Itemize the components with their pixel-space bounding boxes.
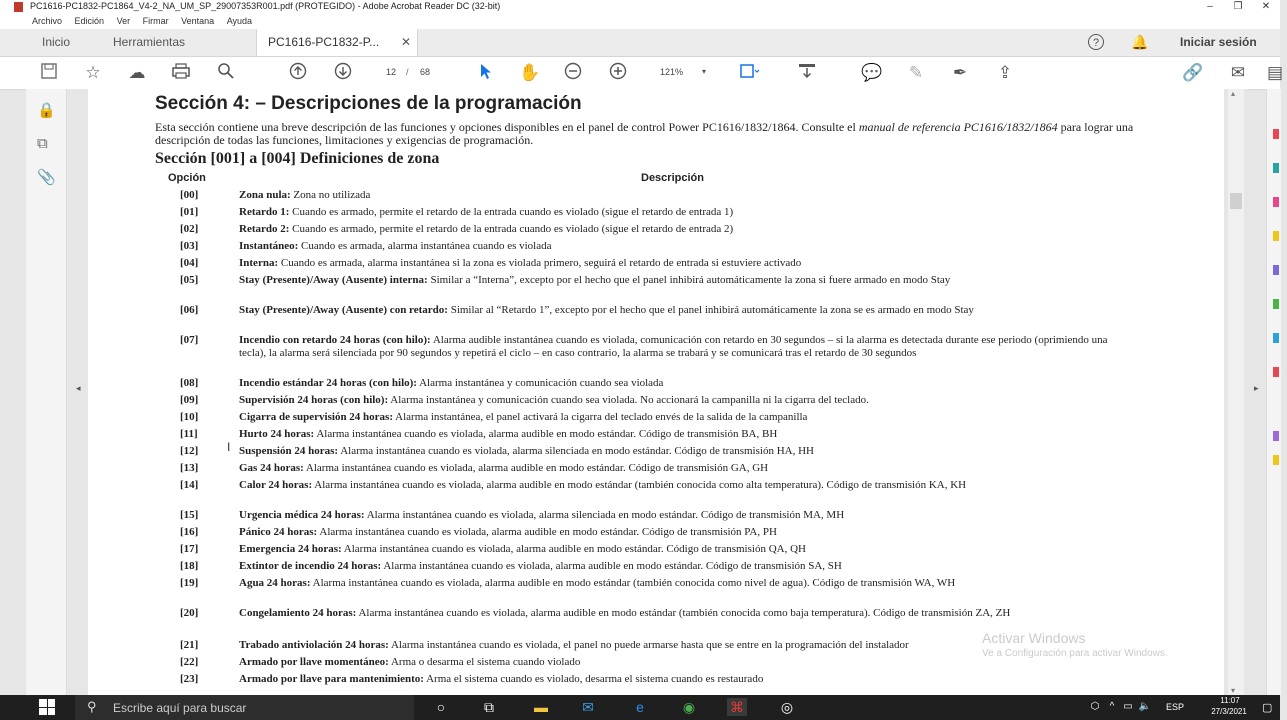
option-name: Instantáneo: — [239, 240, 299, 252]
option-description — [239, 560, 1127, 573]
chrome-browser-icon[interactable]: ◉ — [682, 699, 696, 715]
option-code: [19] — [180, 577, 199, 589]
option-text: Cuando es armado, permite el retardo de la entrada cuando es violado (sigue el retardo de entrada 1) — [289, 206, 734, 218]
option-name: Incendio estándar 24 horas (con hilo): — [239, 377, 417, 389]
intro-text-2: para lograr una descripción de todas las funciones, limitaciones y exigencias de programación. — [155, 120, 1134, 147]
option-name: Trabado antiviolación 24 horas: — [239, 639, 389, 651]
option-description — [239, 189, 1127, 202]
option-text: Alarma instantánea cuando es violada, alarma silenciada en modo estándar. Código de transmisión HA, HH — [338, 445, 814, 457]
option-name: Gas 24 horas: — [239, 462, 304, 474]
text-cursor-icon: I — [227, 440, 231, 454]
highlight-pen-icon[interactable]: ✎ — [908, 63, 924, 82]
media-app-icon[interactable]: ◎ — [780, 699, 794, 715]
people-icon[interactable]: ⬡ — [1090, 701, 1100, 712]
tab-close-icon[interactable]: ✕ — [400, 35, 411, 49]
help-icon[interactable]: ? — [1088, 34, 1104, 50]
show-hidden-icons[interactable]: ^ — [1109, 701, 1115, 712]
zoom-search-icon[interactable] — [214, 62, 238, 84]
option-description — [239, 479, 1127, 492]
cortana-icon[interactable]: ○ — [436, 699, 446, 715]
page-total: 68 — [420, 67, 431, 77]
option-name: Retardo 2: — [239, 223, 290, 235]
option-text: Alarma instantánea cuando es violada, alarma audible en modo estándar (también conocida como baja temperatura). Código de transmisión ZA, ZH — [356, 607, 1011, 619]
scroll-down-icon[interactable]: ▾ — [1231, 686, 1236, 695]
redact-icon[interactable] — [1273, 333, 1279, 343]
option-description — [239, 526, 1127, 539]
zoom-out-icon[interactable] — [561, 62, 585, 84]
option-code: [04] — [180, 257, 199, 269]
acrobat-taskbar-icon[interactable]: ⌘ — [727, 698, 747, 716]
zoom-in-icon[interactable] — [606, 62, 630, 84]
tab-document-label: PC1616-PC1832-P... — [268, 35, 380, 49]
option-code: [16] — [180, 526, 199, 538]
section-title: Sección 4: – Descripciones de la programación — [155, 93, 582, 114]
vertical-scrollbar[interactable] — [1228, 89, 1244, 695]
page-number-input[interactable]: 12 — [385, 67, 396, 77]
option-name: Retardo 1: — [239, 206, 290, 218]
search-icon: ⚲ — [87, 699, 97, 714]
combine-files-icon[interactable] — [1273, 265, 1279, 275]
option-text: Alarma instantánea cuando es violada, alarma audible en modo estándar. Código de transmisión BA, BH — [314, 428, 778, 440]
option-description — [239, 394, 1127, 407]
option-text: Alarma instantánea cuando es violada, alarma silenciada en modo estándar. Código de transmisión MA, MH — [364, 509, 845, 521]
option-description — [239, 334, 1127, 360]
option-code: [13] — [180, 462, 199, 474]
clock-time[interactable]: 11:07 — [1220, 696, 1240, 705]
column-header-option: Opción — [168, 172, 206, 184]
tab-home[interactable]: Inicio — [42, 35, 71, 49]
window-controls — [1196, 0, 1280, 14]
option-code: [14] — [180, 479, 199, 491]
menu-ventana[interactable]: Ventana — [181, 16, 215, 26]
option-code: [00] — [180, 189, 199, 201]
option-text: Similar al “Retardo 1”, excepto por el hecho que el panel inhibirá automáticamente la zona se es armado en modo Stay — [447, 304, 974, 316]
close-button[interactable]: ✕ — [1261, 1, 1271, 12]
windows-taskbar — [0, 695, 1280, 720]
option-description — [239, 377, 1127, 390]
zoom-level[interactable]: 121% — [660, 67, 684, 77]
option-code: [11] — [180, 428, 198, 440]
clock-date[interactable]: 27/3/2021 — [1211, 707, 1247, 716]
menu-bar — [0, 14, 1280, 29]
option-code: [07] — [180, 334, 199, 346]
option-code: [02] — [180, 223, 199, 235]
option-name: Armado por llave para mantenimiento: — [239, 673, 424, 685]
subsection-title: Sección [001] a [004] Definiciones de zona — [155, 150, 440, 167]
collapse-right-pane-icon[interactable]: ▸ — [1254, 383, 1259, 393]
option-description — [239, 462, 1127, 475]
option-text: Alarma instantánea cuando es violada, alarma audible en modo estándar. Código de transmisión PA, PH — [317, 526, 777, 538]
mail-icon[interactable]: ✉ — [582, 699, 594, 715]
scroll-mode-icon[interactable] — [795, 62, 819, 84]
option-code: [09] — [180, 394, 199, 406]
option-name: Congelamiento 24 horas: — [239, 607, 357, 619]
option-text: Alarma instantánea, el panel activará la cigarra del teclado envés de la salida de la campanilla — [393, 411, 808, 423]
option-description — [239, 577, 1127, 590]
edit-pdf-icon[interactable] — [1273, 197, 1279, 207]
option-name: Extintor de incendio 24 horas: — [239, 560, 382, 572]
share-icon[interactable]: ⇪ — [997, 63, 1013, 82]
option-text: Alarma instantánea cuando es violada, alarma audible en modo estándar. Código de transmisión QA, QH — [341, 543, 806, 555]
prev-page-icon[interactable] — [286, 62, 310, 84]
taskbar-search-placeholder: Escribe aquí para buscar — [113, 701, 247, 715]
left-navigation-pane — [26, 89, 67, 695]
collapse-left-pane-icon[interactable]: ◂ — [76, 383, 81, 393]
comment-icon[interactable]: 💬 — [861, 63, 883, 82]
window-title: PC1616-PC1832-PC1864_V4-2_NA_UM_SP_29007353R001.pdf (PROTEGIDO) - Adobe Acrobat Reader DC (32-bit) — [30, 1, 501, 11]
option-text: Alarma instantánea cuando es violada, el panel no puede armarse hasta que se entre en la programación del instalador — [388, 639, 909, 651]
option-text: Zona no utilizada — [290, 189, 371, 201]
windows-start-icon[interactable] — [39, 699, 55, 715]
menu-archivo[interactable]: Archivo — [32, 16, 63, 26]
option-description — [239, 543, 1127, 556]
option-code: [05] — [180, 274, 199, 286]
attachment-paperclip-icon[interactable]: 📎 — [37, 169, 56, 186]
option-text: Alarma instantánea y comunicación cuando sea violada. No accionará la campanilla ni la cigarra del teclado. — [388, 394, 869, 406]
option-description — [239, 206, 1127, 219]
option-code: [10] — [180, 411, 199, 423]
menu-firmar[interactable]: Firmar — [142, 16, 169, 26]
lock-icon[interactable]: 🔒 — [37, 102, 56, 119]
comment-tool-icon[interactable] — [1273, 231, 1279, 241]
email-icon[interactable]: ✉ — [1230, 63, 1246, 82]
action-center-icon[interactable]: ▢ — [1262, 702, 1273, 714]
option-name: Urgencia médica 24 horas: — [239, 509, 365, 521]
hand-tool-icon[interactable]: ✋ — [519, 63, 541, 82]
option-description — [239, 428, 1127, 441]
scrollbar-thumb[interactable] — [1230, 193, 1242, 209]
option-code: [20] — [180, 607, 199, 619]
create-pdf-icon[interactable] — [1273, 163, 1279, 173]
option-code: [15] — [180, 509, 199, 521]
taskbar-search-box[interactable] — [75, 695, 414, 720]
option-code: [23] — [180, 673, 199, 685]
option-description — [239, 257, 1127, 270]
option-description — [239, 607, 1127, 620]
organize-pages-icon[interactable] — [1273, 299, 1279, 309]
option-code: [18] — [180, 560, 199, 572]
option-text: Alarma instantánea cuando es violada, alarma audible en modo estándar. Código de transmisión SA, SH — [381, 560, 842, 572]
pdf-page — [88, 89, 1224, 695]
more-tools-rail-icon[interactable] — [1273, 455, 1279, 465]
option-description — [239, 240, 1127, 253]
volume-icon[interactable]: 🔈 — [1138, 701, 1152, 712]
window-titlebar — [0, 0, 1280, 14]
page-separator: / — [406, 67, 409, 77]
scroll-up-icon[interactable]: ▴ — [1231, 89, 1236, 98]
option-name: Emergencia 24 horas: — [239, 543, 342, 555]
keyboard-language[interactable]: ESP — [1166, 702, 1185, 712]
intro-text-1: Esta sección contiene una breve descripción de las funciones y opciones disponibles en el panel de control Power PC1616/1832/1864. Consulte el — [155, 120, 859, 134]
next-page-icon[interactable] — [331, 62, 355, 84]
option-name: Cigarra de supervisión 24 horas: — [239, 411, 393, 423]
option-description — [239, 304, 1127, 317]
option-code: [01] — [180, 206, 199, 218]
option-name: Supervisión 24 horas (con hilo): — [239, 394, 389, 406]
option-text: Cuando es armado, permite el retardo de la entrada cuando es violado (sigue el retardo de entrada 2) — [289, 223, 734, 235]
toolbar — [0, 57, 1284, 90]
tab-tools[interactable]: Herramientas — [113, 35, 186, 49]
column-header-description: Descripción — [641, 172, 704, 184]
option-description — [239, 223, 1127, 236]
option-name: Agua 24 horas: — [239, 577, 311, 589]
option-description — [239, 445, 1127, 458]
fill-sign-icon[interactable] — [1273, 431, 1279, 441]
upload-cloud-icon[interactable]: ☁ — [128, 63, 146, 82]
intro-paragraph — [155, 121, 1135, 147]
save-icon[interactable] — [37, 62, 61, 84]
option-name: Zona nula: — [239, 189, 291, 201]
option-code: [06] — [180, 304, 199, 316]
option-name: Armado por llave momentáneo: — [239, 656, 389, 668]
bookmark-star-icon[interactable]: ☆ — [85, 63, 101, 82]
option-text: Cuando es armada, alarma instantánea cuando es violada — [298, 240, 552, 252]
option-name: Stay (Presente)/Away (Ausente) interna: — [239, 274, 428, 286]
notification-bell-icon[interactable]: 🔔 — [1131, 34, 1149, 50]
option-name: Interna: — [239, 257, 279, 269]
option-text: Alarma instantánea cuando es violada, alarma audible en modo estándar (también conocida como alta temperatura). Código de transmisión KA, KH — [312, 479, 967, 491]
option-name: Stay (Presente)/Away (Ausente) con retardo: — [239, 304, 448, 316]
option-code: [03] — [180, 240, 199, 252]
menu-ver[interactable]: Ver — [116, 16, 131, 26]
option-code: [21] — [180, 639, 199, 651]
signin-button[interactable]: Iniciar sesión — [1180, 35, 1257, 49]
intro-manual-reference: manual de referencia PC1616/1832/1864 — [858, 120, 1058, 134]
more-tools-icon[interactable]: ▤ — [1266, 63, 1284, 82]
option-description — [239, 509, 1127, 522]
tab-document[interactable] — [256, 29, 418, 56]
print-icon[interactable] — [169, 62, 193, 84]
export-pdf-icon[interactable] — [1273, 129, 1279, 139]
tab-bar — [0, 29, 1280, 57]
option-text: Arma o desarma el sistema cuando violado — [388, 656, 581, 668]
task-view-icon[interactable]: ⧉ — [484, 699, 494, 715]
edge-browser-icon[interactable]: e — [636, 699, 644, 715]
option-name: Pánico 24 horas: — [239, 526, 318, 538]
option-text: Alarma instantánea y comunicación cuando sea violada — [416, 377, 664, 389]
menu-ayuda[interactable]: Ayuda — [226, 16, 253, 26]
network-icon[interactable]: ▭ — [1123, 701, 1133, 712]
option-code: [08] — [180, 377, 199, 389]
fit-page-icon[interactable] — [737, 62, 761, 84]
option-code: [22] — [180, 656, 199, 668]
option-text: Cuando es armada, alarma instantánea si la zona es violada primero, seguirá el retardo de entrada si estuviere activado — [278, 257, 802, 269]
protect-icon[interactable] — [1273, 367, 1279, 377]
option-text: Arma el sistema cuando es violado, desarma el sistema cuando es restaurado — [423, 673, 764, 685]
option-text: Alarma audible instantánea cuando es violada, comunicación con retardo en 30 segundos – si la alarma es detectada durante ese periodo (oprimiendo una tecla), la alarma será silenciada por 90 segundos y repetirá el ciclo – en caso contrario, la alarma se trabará y se comunicará tras el retardo de 30 segundos — [239, 334, 1108, 359]
acrobat-app-icon — [14, 2, 23, 12]
activate-windows-watermark: Activar Windows — [982, 630, 1086, 646]
select-cursor-icon[interactable] — [474, 62, 498, 84]
option-description — [239, 673, 1127, 686]
activate-windows-hint: Ve a Configuración para activar Windows. — [982, 648, 1168, 659]
page-thumbnails-icon[interactable]: ⧉ — [37, 135, 48, 152]
maximize-button[interactable]: ❐ — [1233, 1, 1243, 12]
minimize-button[interactable]: – — [1207, 1, 1213, 12]
option-code: [17] — [180, 543, 199, 555]
option-name: Incendio con retardo 24 horas (con hilo): — [239, 334, 431, 346]
option-text: Alarma instantánea cuando es violada, alarma audible en modo estándar. Código de transmisión GA, GH — [303, 462, 769, 474]
option-text: Alarma instantánea cuando es violada, alarma audible en modo estándar (también conocida como nivel de agua). Código de transmisión WA, WH — [310, 577, 956, 589]
option-name: Suspensión 24 horas: — [239, 445, 339, 457]
zoom-dropdown-icon[interactable]: ▾ — [702, 67, 707, 76]
menu-edicion[interactable]: Edición — [74, 16, 105, 26]
option-name: Hurto 24 horas: — [239, 428, 315, 440]
option-name: Calor 24 horas: — [239, 479, 313, 491]
link-icon[interactable]: 🔗 — [1182, 63, 1204, 82]
right-tools-pane — [1266, 89, 1281, 695]
option-description — [239, 411, 1127, 424]
file-explorer-icon[interactable]: ▬ — [534, 699, 548, 715]
option-code: [12] — [180, 445, 199, 457]
sign-icon[interactable]: ✒ — [952, 63, 968, 82]
option-description — [239, 274, 1127, 287]
option-text: Similar a “Interna”, excepto por el hecho que el panel inhibirá automáticamente la zona si fuere armado en modo Stay — [427, 274, 951, 286]
